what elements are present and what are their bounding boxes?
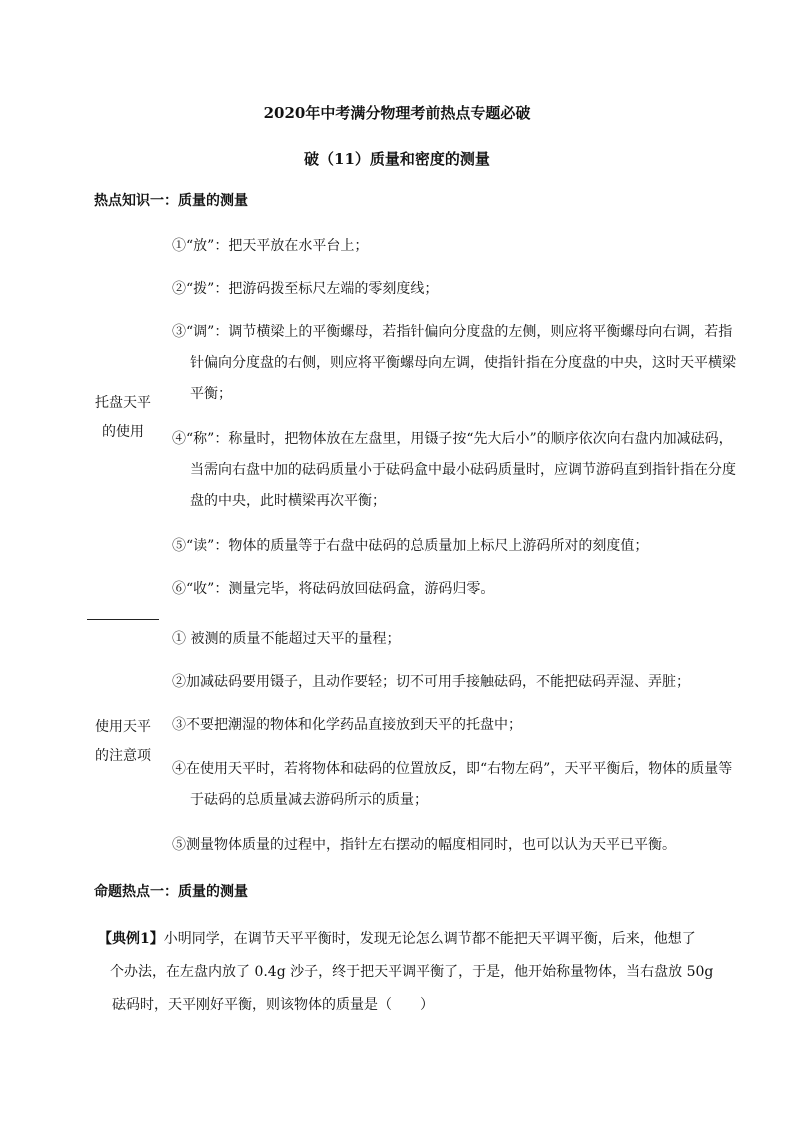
row-divider xyxy=(87,619,159,620)
row-label-precautions xyxy=(84,713,162,771)
example-line: 砝码时，天平刚好平衡，则该物体的质量是（ ） xyxy=(112,997,434,1013)
precaution-item: ②加减砝码要用镊子，且动作要轻；切不可用手接触砝码，不能把砝码弄湿、弄脏； xyxy=(172,674,690,690)
example-question xyxy=(98,923,718,1022)
row-label-balance-usage xyxy=(84,389,162,447)
usage-item: ⑥“收”：测量完毕，将砝码放回砝码盒，游码归零。 xyxy=(172,581,495,597)
usage-item: ⑤“读”：物体的质量等于右盘中砝码的总质量加上标尺上游码所对的刻度值； xyxy=(172,538,649,554)
section-heading-knowledge: 热点知识一：质量的测量 xyxy=(94,193,248,209)
example-line: 个办法，在左盘内放了 0.4g 沙子，终于把天平调平衡了，于是，他开始称量物体，当右盘放 50g xyxy=(110,964,714,980)
example-tag: 【典例1】 xyxy=(98,931,164,947)
usage-item: ②“拨”：把游码拨至标尺左端的零刻度线； xyxy=(172,281,439,297)
precaution-item: ③不要把潮湿的物体和化学药品直接放到天平的托盘中； xyxy=(172,717,522,733)
document-subtitle: 破（11）质量和密度的测量 xyxy=(304,150,490,168)
row-label-line: 的使用 xyxy=(102,424,144,440)
section-heading-exam: 命题热点一：质量的测量 xyxy=(94,884,248,900)
row-label-line: 的注意项 xyxy=(95,748,151,764)
example-text: 小明同学，在调节天平平衡时，发现无论怎么调节都不能把天平调平衡，后来，他想了 xyxy=(163,931,696,947)
example-line xyxy=(98,923,718,956)
precaution-item: ④在使用天平时，若将物体和砝码的位置放反，即“右物左码”，天平平衡后，物体的质量等于砝码的总质量减去游码所示的质量； xyxy=(172,761,733,808)
usage-item: ③“调”：调节横梁上的平衡螺母，若指针偏向分度盘的左侧，则应将平衡螺母向右调，若指针偏向分度盘的右侧，则应将平衡螺母向左调，使指针指在分度盘的中央，这时天平横梁平衡； xyxy=(172,324,736,402)
usage-item: ①“放”：把天平放在水平台上； xyxy=(172,238,369,254)
row-label-line: 使用天平 xyxy=(95,719,151,735)
row-label-line: 托盘天平 xyxy=(95,395,151,411)
document-title: 2020年中考满分物理考前热点专题必破 xyxy=(263,104,531,122)
usage-item: ④“称”：称量时，把物体放在左盘里，用镊子按“先大后小”的顺序依次向右盘内加减砝码，当需向右盘中加的砝码质量小于砝码盒中最小砝码质量时，应调节游码直到指针指在分度盘的中央，此时横梁再次平衡； xyxy=(172,431,736,509)
precaution-item: ① 被测的质量不能超过天平的量程； xyxy=(172,631,401,647)
precaution-item: ⑤测量物体质量的过程中，指针左右摆动的幅度相同时，也可以认为天平已平衡。 xyxy=(172,837,676,853)
